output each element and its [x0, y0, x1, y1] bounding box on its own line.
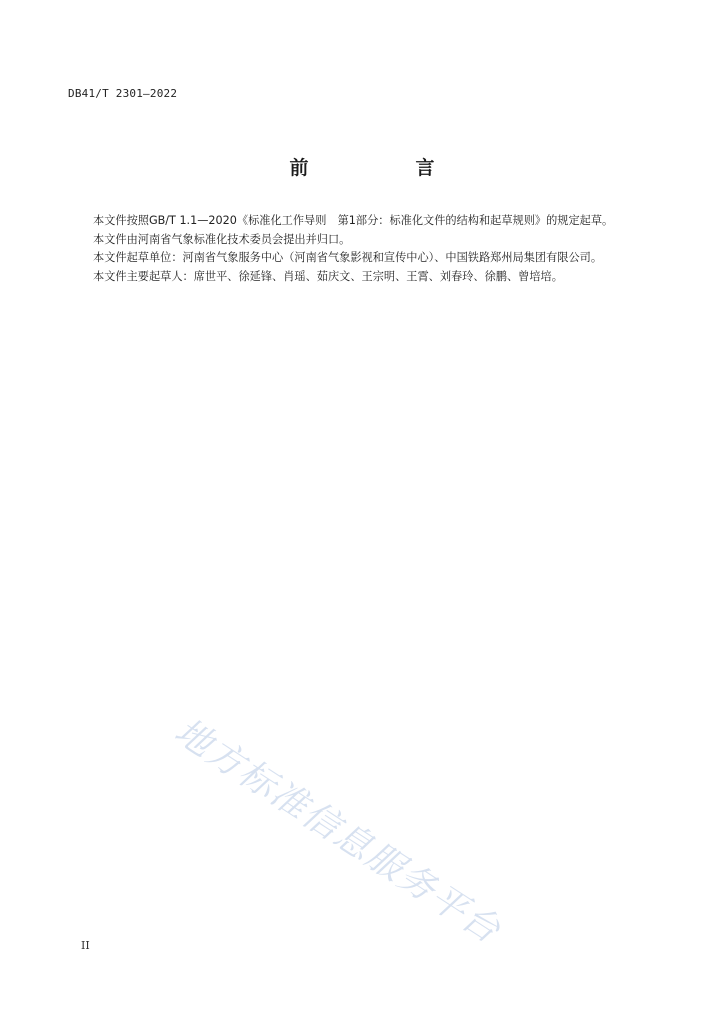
paragraph-drafting-basis: 本文件按照GB/T 1.1—2020《标准化工作导则 第1部分：标准化文件的结构和起草规则》的规定起草。 — [93, 214, 614, 227]
watermark-text: 地方标准信息服务平台 — [167, 710, 509, 953]
paragraph-proposer: 本文件由河南省气象标准化技术委员会提出并归口。 — [93, 232, 351, 246]
document-code: DB41/T 2301—2022 — [68, 87, 178, 100]
page-number: II — [81, 939, 90, 952]
page-title: 前 言 — [289, 157, 479, 179]
foreword-body — [55, 212, 640, 286]
paragraph-drafters: 本文件主要起草人：席世平、徐延锋、肖瑶、茹庆文、王宗明、王霄、刘春玲、徐鹏、曾培培。 — [93, 269, 563, 283]
paragraph-drafting-units: 本文件起草单位：河南省气象服务中心（河南省气象影视和宣传中心）、中国铁路郑州局集团有限公司。 — [93, 251, 603, 265]
